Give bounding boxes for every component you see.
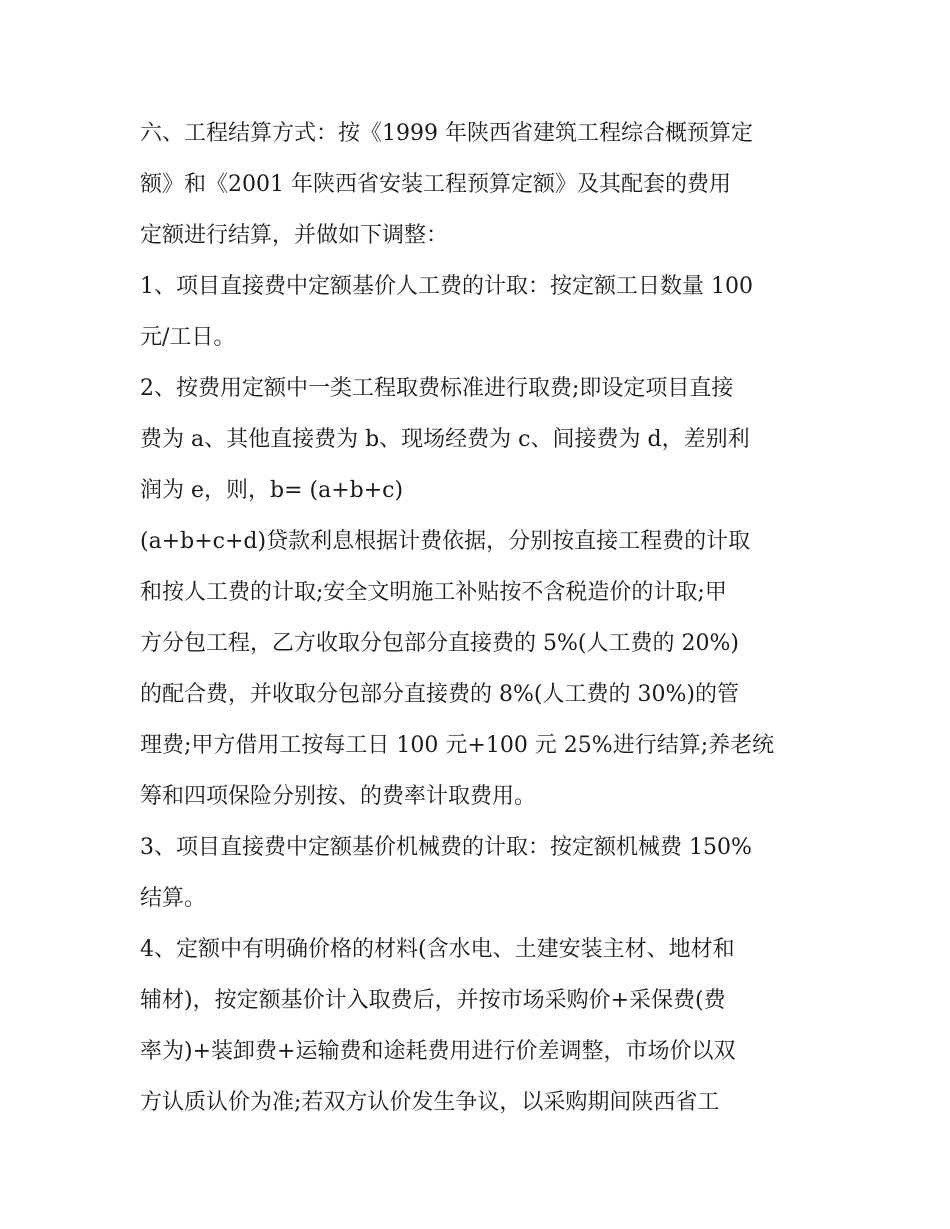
text-line: 的配合费，并收取分包部分直接费的 8%(人工费的 30%)的管 bbox=[140, 682, 739, 707]
text-line: 结算。 bbox=[140, 886, 207, 911]
text-line: 理费;甲方借用工按每工日 100 元+100 元 25%进行结算;养老统 bbox=[140, 733, 775, 758]
text-line: 六、工程结算方式：按《1999 年陕西省建筑工程综合概预算定 bbox=[140, 121, 753, 146]
text-line: 率为)+装卸费+运输费和途耗费用进行价差调整，市场价以双 bbox=[140, 1039, 736, 1064]
text-line: 润为 e，则，b= (a+b+c) bbox=[140, 478, 404, 503]
text-line: 筹和四项保险分别按、的费率计取费用。 bbox=[140, 784, 537, 809]
text-line: 费为 a、其他直接费为 b、现场经费为 c、间接费为 d，差别利 bbox=[140, 427, 750, 452]
text-line: 2、按费用定额中一类工程取费标准进行取费;即设定项目直接 bbox=[140, 376, 734, 401]
body-text bbox=[140, 108, 820, 1128]
text-line: 3、项目直接费中定额基价机械费的计取：按定额机械费 150% bbox=[140, 835, 752, 860]
text-line: 额》和《2001 年陕西省安装工程预算定额》及其配套的费用 bbox=[140, 172, 731, 197]
text-line: (a+b+c+d)贷款利息根据计费依据，分别按直接工程费的计取 bbox=[140, 529, 751, 554]
text-line: 4、定额中有明确价格的材料(含水电、土建安装主材、地材和 bbox=[140, 937, 735, 962]
text-line: 元/工日。 bbox=[140, 325, 236, 350]
text-line: 方分包工程，乙方收取分包部分直接费的 5%(人工费的 20%) bbox=[140, 631, 739, 656]
text-line: 辅材)，按定额基价计入取费后，并按市场采购价+采保费(费 bbox=[140, 988, 726, 1013]
text-line: 和按人工费的计取;安全文明施工补贴按不含税造价的计取;甲 bbox=[140, 580, 727, 605]
text-line: 方认质认价为准;若双方认价发生争议，以采购期间陕西省工 bbox=[140, 1090, 720, 1115]
text-line: 定额进行结算，并做如下调整： bbox=[140, 223, 449, 248]
text-line: 1、项目直接费中定额基价人工费的计取：按定额工日数量 100 bbox=[140, 274, 753, 299]
